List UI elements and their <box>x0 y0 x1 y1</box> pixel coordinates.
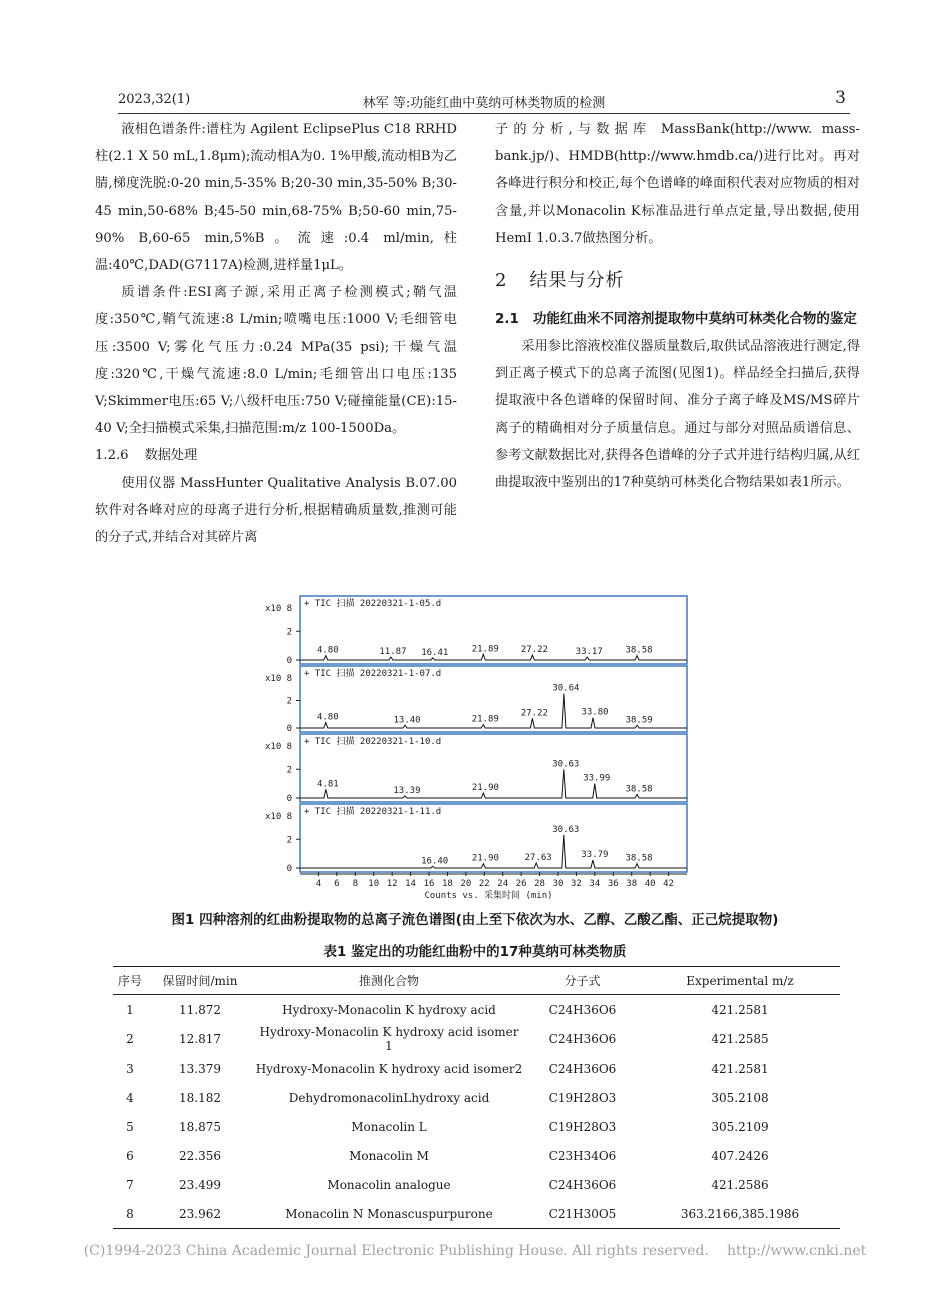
peak-label: 16.40 <box>421 856 449 867</box>
compound-table <box>113 966 840 1229</box>
y-tick-label: 2 <box>286 835 292 846</box>
x-tick-label: 10 <box>368 879 380 889</box>
peak-label: 13.39 <box>393 785 421 796</box>
table-cell: Hydroxy-Monacolin K hydroxy acid isomer 1 <box>259 1025 519 1053</box>
table-cell: 8 <box>113 1199 147 1229</box>
x-tick-label: 40 <box>644 879 656 889</box>
table-cell: DehydromonacolinLhydroxy acid <box>288 1090 490 1105</box>
x-tick-label: 14 <box>405 879 416 889</box>
x-tick-label: 26 <box>515 879 527 889</box>
panel-title: + TIC 扫描 20220321-1-11.d <box>304 807 442 817</box>
cnki-url: http://www.cnki.net <box>726 1243 867 1259</box>
x-tick-label: 22 <box>478 879 490 889</box>
section-title: 结果与分析 <box>529 270 625 292</box>
table-cell: 363.2166,385.1986 <box>640 1199 840 1229</box>
table-cell: 23.962 <box>147 1199 253 1229</box>
section-number: 1.2.6 <box>95 448 129 464</box>
table-cell: Monacolin M <box>349 1148 429 1163</box>
peak-label: 21.89 <box>471 714 499 725</box>
peak-label: 4.80 <box>316 712 339 723</box>
subsection-title: 功能红曲米不同溶剂提取物中莫纳可林类化合物的鉴定 <box>532 311 857 328</box>
table-cell: 2 <box>126 1032 134 1046</box>
table-cell: C21H30O5 <box>525 1199 640 1229</box>
x-tick-label: 42 <box>663 879 674 889</box>
table-row <box>113 1199 840 1229</box>
figure-caption: 图1 四种溶剂的红曲粉提取物的总离子流色谱图(由上至下依次为水、乙醇、乙酸乙酯、正己烷提取物) <box>171 912 779 928</box>
table-cell: 421.2581 <box>711 1002 769 1017</box>
table-cell: 11.872 <box>179 1002 221 1017</box>
peak-label: 30.63 <box>552 759 580 770</box>
table-cell: C24H36O6 <box>548 1002 617 1017</box>
table-cell: Monacolin analogue <box>327 1177 451 1192</box>
table-cell: C19H28O3 <box>548 1119 617 1134</box>
peak-label: 30.64 <box>552 683 580 694</box>
peak-label: 33.99 <box>583 773 611 784</box>
header-cell: 保留时间/min <box>147 967 253 995</box>
table-cell: 421.2586 <box>711 1177 769 1192</box>
table-cell: 3 <box>126 1061 134 1076</box>
table-cell: 5 <box>126 1119 134 1134</box>
y-tick-label: 2 <box>286 627 292 638</box>
y-tick-label: 0 <box>286 724 292 734</box>
peak-label: 27.22 <box>520 708 548 719</box>
y-tick-label: 2 <box>286 765 292 776</box>
peak-label: 33.80 <box>581 707 609 718</box>
running-title: 林军 等:功能红曲中莫纳可林类物质的检测 <box>362 96 606 111</box>
header-rule <box>118 113 850 114</box>
y-tick-label: 0 <box>286 656 292 666</box>
y-axis-exponent: x10 8 <box>265 742 293 752</box>
peak-label: 33.17 <box>575 647 603 658</box>
table-cell: C19H28O3 <box>548 1090 617 1105</box>
peak-label: 27.22 <box>520 644 548 655</box>
table-cell: 421.2585 <box>711 1032 769 1046</box>
peak-label: 30.63 <box>552 824 580 835</box>
table-cell: C24H36O6 <box>548 1032 617 1046</box>
y-tick-label: 0 <box>286 864 292 874</box>
peak-label: 38.58 <box>625 645 653 656</box>
table-cell: 421.2581 <box>711 1061 769 1076</box>
peak-label: 33.79 <box>581 850 609 861</box>
panel-title: + TIC 扫描 20220321-1-07.d <box>304 669 442 679</box>
x-tick-label: 6 <box>334 879 340 889</box>
table-row <box>113 1141 840 1170</box>
table-cell: 22.356 <box>179 1148 221 1163</box>
table-header-row <box>113 967 840 995</box>
table-cell: 23.499 <box>179 1177 221 1192</box>
results-paragraph: 采用参比溶液校准仪器质量数后,取供试品溶液进行测定,得到正离子模式下的总离子流图(见图1)。样品经全扫描后,获得提取液中各色谱峰的保留时间、准分子离子峰及MS/MS碎片离子的精确相对分子质量信息。通过与部分对照品质谱信息、参考文献数据比对,获得各色谱峰的分子式并进行结构归属,从红曲提取液中鉴别出的17种莫纳可林类化合物结果如表1所示。 <box>495 339 860 491</box>
table-body <box>113 995 840 1229</box>
peak-label: 11.87 <box>379 647 407 658</box>
section-number: 2 <box>495 270 508 292</box>
table-row <box>113 1083 840 1112</box>
x-tick-label: 38 <box>626 879 638 889</box>
subsection-number: 2.1 <box>495 311 519 328</box>
table-cell: Hydroxy-Monacolin K hydroxy acid <box>282 1002 496 1017</box>
table-cell: 305.2109 <box>711 1119 769 1134</box>
ms-conditions-paragraph: 质谱条件:ESI离子源,采用正离子检测模式;鞘气温度:350℃,鞘气流速:8 L/min;喷嘴电压:1000 V;毛细管电压:3500 V;雾化气压力:0.24 MPa(35 psi);干燥气温度:320℃,干燥气流速:8.0 L/min;毛细管出口电压:135 V;Skimmer电压:65 V;八级杆电压:750 V;碰撞能量(CE):15-40 V;全扫描模式采集,扫描范围:m/z 100-1500Da。 <box>95 285 457 437</box>
table-cell: 4 <box>126 1090 134 1105</box>
table-cell: C23H34O6 <box>548 1148 617 1163</box>
section-heading-1-2-6 <box>95 442 457 469</box>
table-cell: 12.817 <box>179 1032 221 1046</box>
peak-label: 16.41 <box>421 647 449 658</box>
section-heading-2 <box>495 266 860 296</box>
x-tick-label: 20 <box>460 879 472 889</box>
x-tick-label: 16 <box>423 879 435 889</box>
table-row <box>113 1170 840 1199</box>
table-cell: 1 <box>126 1002 134 1017</box>
subsection-heading-2-1 <box>495 306 860 333</box>
header-cell: Experimental m/z <box>640 967 840 995</box>
peak-label: 27.63 <box>524 852 552 863</box>
x-tick-label: 12 <box>386 879 398 889</box>
y-tick-label: 0 <box>286 794 292 804</box>
x-axis-title: Counts vs. 采集时间 (min) <box>424 891 553 901</box>
analysis-paragraph: 子的分析,与数据库 MassBank(http://www. mass-bank.jp/)、HMDB(http://www.hmdb.ca/)进行比对。再对各峰进行积分和校正,每个色谱峰的峰面积代表对应物质的相对含量,并以Monacolin K标准品进行单点定量,导出数据,使用HemI 1.0.3.7做热图分析。 <box>495 122 860 246</box>
table-cell: 6 <box>126 1148 134 1163</box>
table-cell: Monacolin N Monascuspurpurone <box>253 1199 525 1229</box>
peak-label: 21.89 <box>471 644 499 655</box>
peak-label: 4.80 <box>316 645 339 656</box>
peak-label: 38.59 <box>625 715 653 726</box>
table-row <box>113 1024 840 1054</box>
y-axis-exponent: x10 8 <box>265 812 293 822</box>
y-axis-exponent: x10 8 <box>265 674 293 684</box>
panel-title: + TIC 扫描 20220321-1-05.d <box>304 599 442 609</box>
right-column <box>495 116 860 496</box>
figure-1 <box>262 592 692 906</box>
tic-chromatogram-chart <box>262 592 692 906</box>
running-header <box>118 88 850 112</box>
copyright-text: (C)1994-2023 China Academic Journal Electronic Publishing House. All rights reserved. <box>83 1243 709 1259</box>
peak-label: 4.81 <box>317 779 339 790</box>
y-tick-label: 2 <box>286 696 292 707</box>
y-axis-exponent: x10 8 <box>265 604 293 614</box>
peak-label: 21.90 <box>471 853 499 864</box>
table-cell: 305.2108 <box>711 1090 769 1105</box>
peak-label: 38.58 <box>625 784 653 795</box>
table-cell: 13.379 <box>179 1061 221 1076</box>
lc-conditions-paragraph: 液相色谱条件:谱柱为 Agilent EclipsePlus C18 RRHD柱(2.1 X 50 mL,1.8μm);流动相A为0. 1%甲酸,流动相B为乙腈,梯度洗脱:0-20 min,5-35% B;20-30 min,35-50% B;30-45 min,50-68% B;45-50 min,68-75% B;50-60 min,75-90% B,60-65 min,5%B。流速:0.4 ml/min,柱温:40℃,DAD(G7117A)检测,进样量1μL。 <box>95 122 457 274</box>
data-processing-paragraph: 使用仪器 MassHunter Qualitative Analysis B.07.00软件对各峰对应的母离子进行分析,根据精确质量数,推测可能的分子式,并结合对其碎片离 <box>95 475 457 546</box>
header-cell: 推测化合物 <box>253 967 525 995</box>
peak-label: 21.90 <box>471 782 499 793</box>
x-tick-label: 4 <box>315 879 322 889</box>
table-cell: 407.2426 <box>711 1148 769 1163</box>
x-tick-label: 36 <box>607 879 619 889</box>
journal-issue: 2023,32(1) <box>118 92 191 107</box>
table-row <box>113 1054 840 1083</box>
table-cell: Hydroxy-Monacolin K hydroxy acid isomer2 <box>255 1061 523 1076</box>
table-cell: 7 <box>126 1177 134 1192</box>
x-tick-label: 30 <box>552 879 564 889</box>
peak-label: 38.58 <box>625 853 653 864</box>
table-cell: C24H36O6 <box>548 1061 617 1076</box>
x-tick-label: 24 <box>497 879 509 889</box>
left-column <box>95 116 457 551</box>
x-tick-label: 18 <box>442 879 453 889</box>
x-tick-label: 34 <box>589 879 601 889</box>
header-cell: 序号 <box>113 967 147 995</box>
table-cell: 18.875 <box>179 1119 221 1134</box>
x-tick-label: 28 <box>534 879 545 889</box>
table-row <box>113 995 840 1025</box>
table-caption: 表1 鉴定出的功能红曲粉中的17种莫纳可林类物质 <box>323 944 627 960</box>
x-tick-label: 8 <box>352 879 358 889</box>
page-number: 3 <box>835 88 846 108</box>
table-cell: C24H36O6 <box>548 1177 617 1192</box>
header-cell: 分子式 <box>525 967 640 995</box>
table-row <box>113 1112 840 1141</box>
table-cell: 18.182 <box>179 1090 221 1105</box>
table-cell: Monacolin L <box>351 1119 427 1134</box>
section-title: 数据处理 <box>144 448 198 464</box>
panel-title: + TIC 扫描 20220321-1-10.d <box>304 737 442 747</box>
peak-label: 13.40 <box>393 715 421 726</box>
copyright-footer <box>0 1243 950 1259</box>
x-tick-label: 32 <box>571 879 582 889</box>
